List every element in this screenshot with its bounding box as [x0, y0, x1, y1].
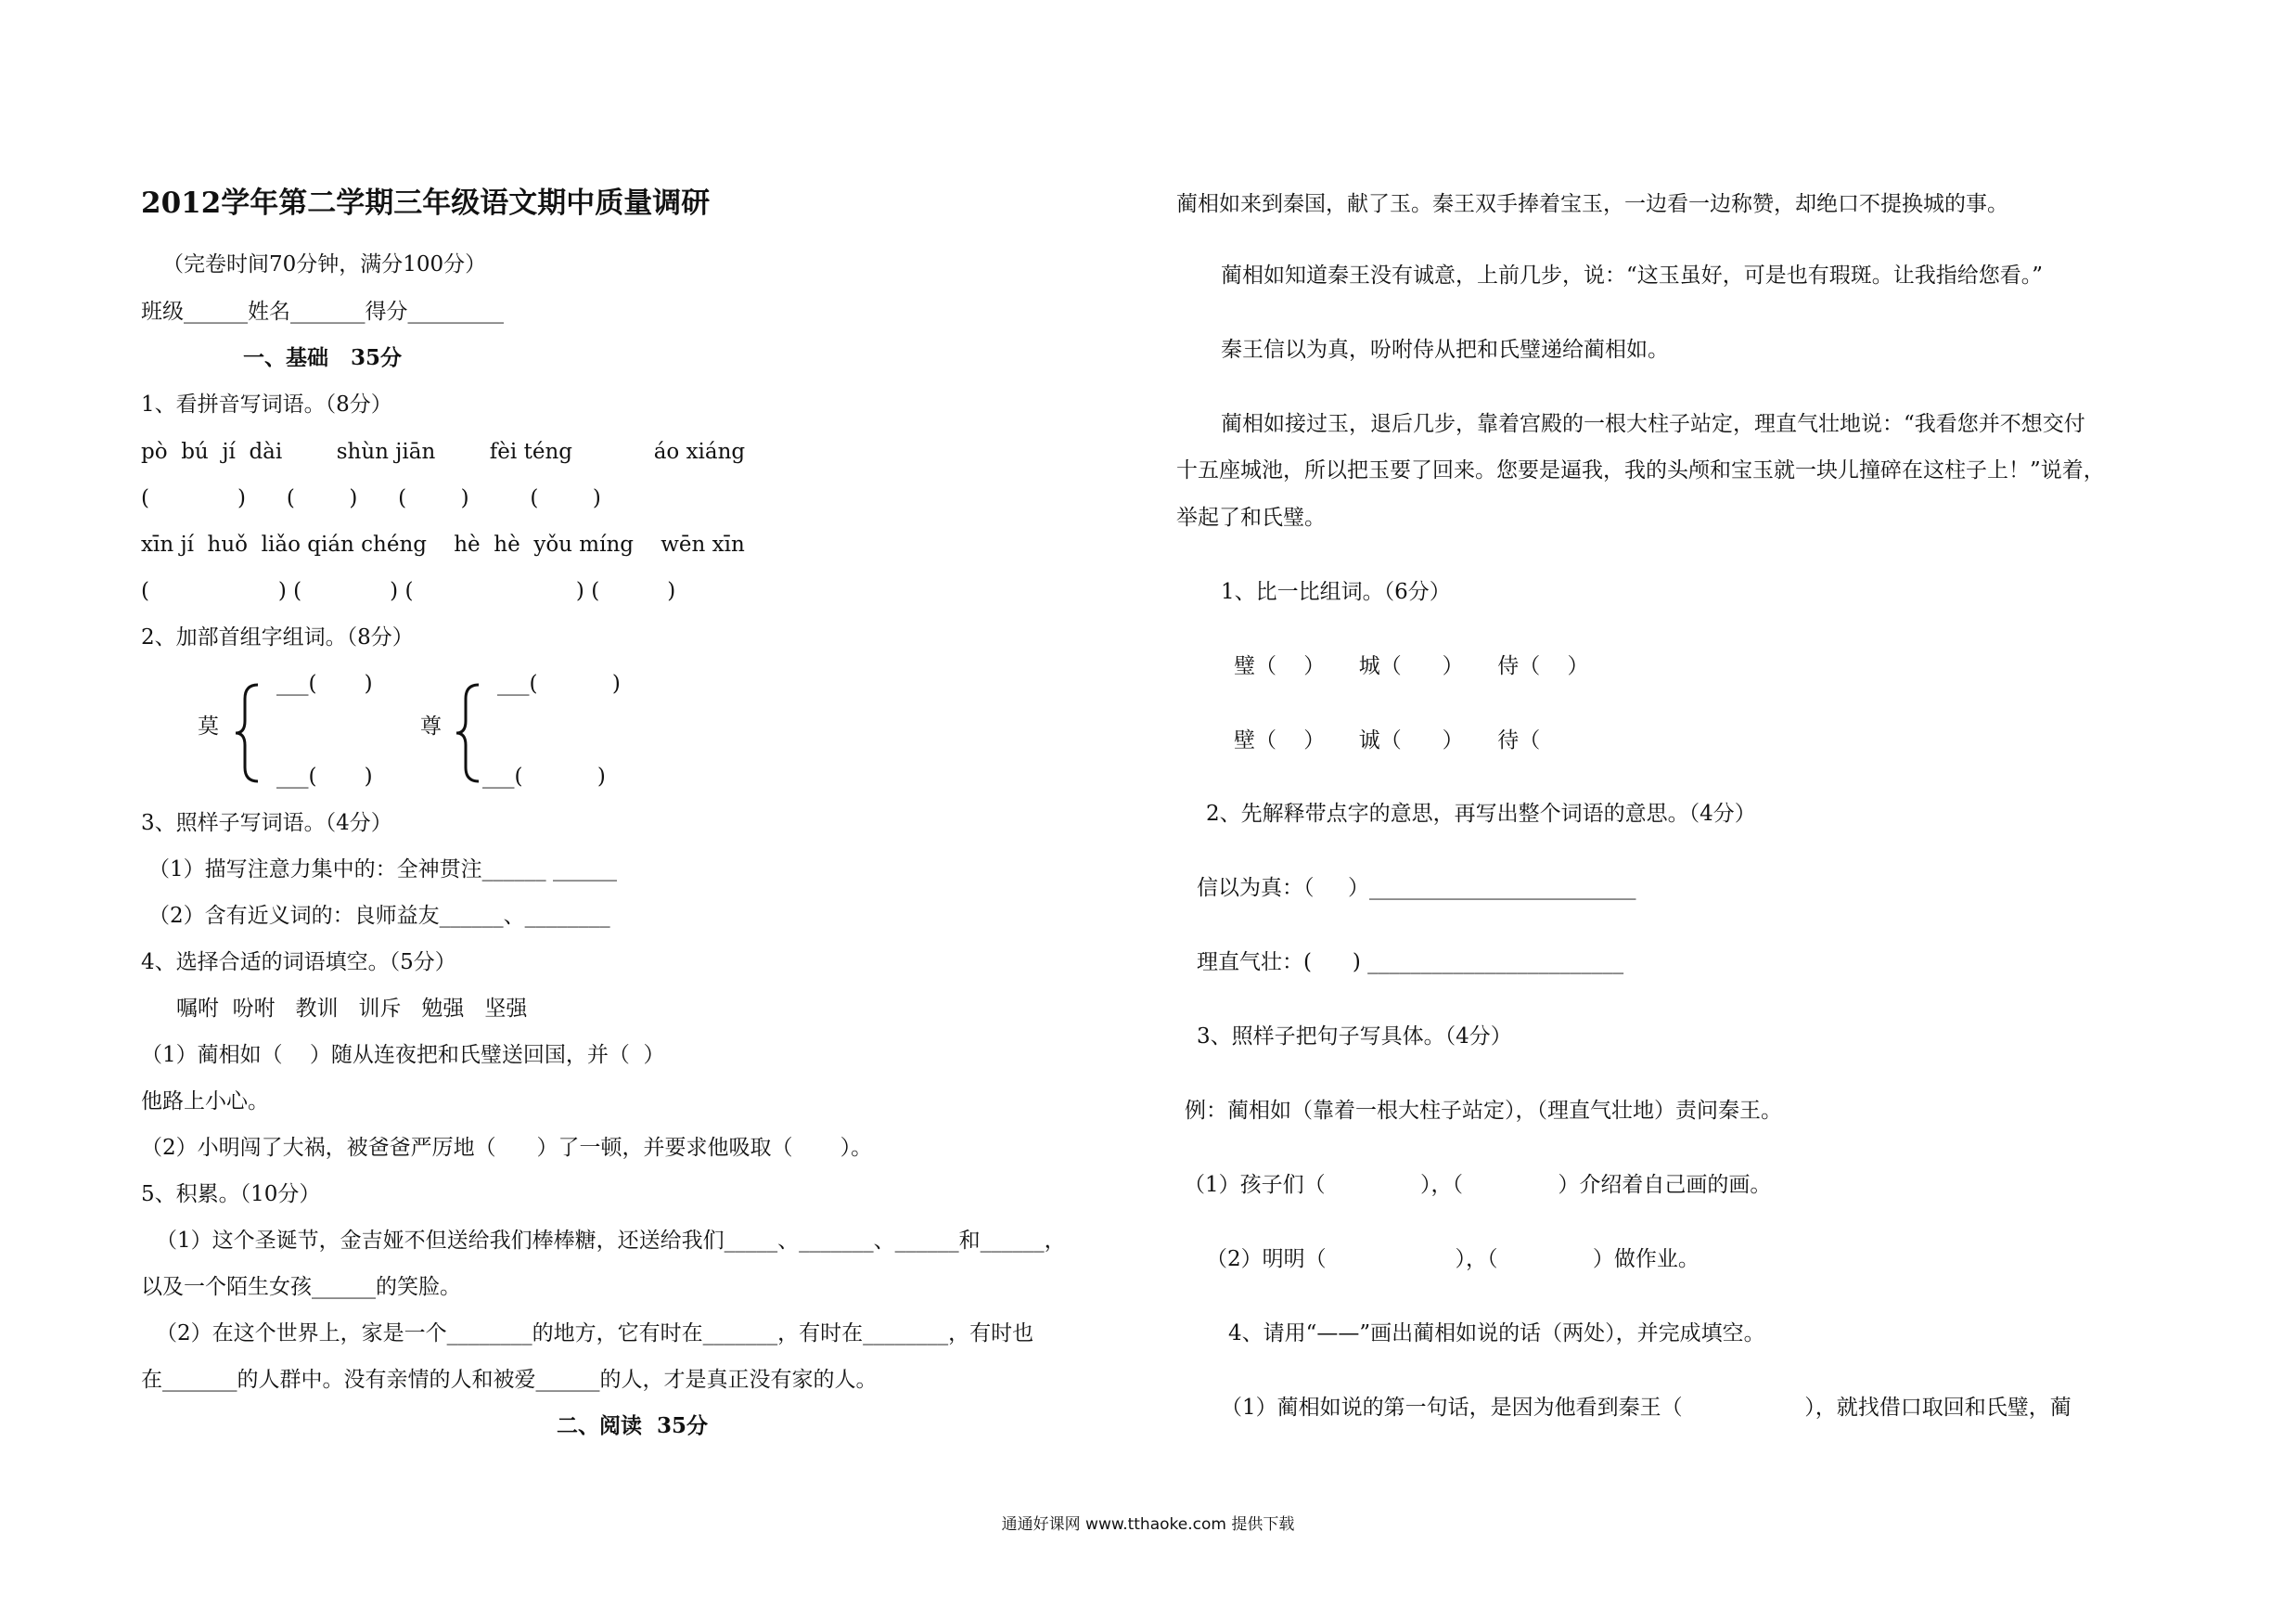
question-2-heading: 2、加部首组字组词。（8分） — [141, 625, 414, 650]
radical-char-1: 莫 — [198, 714, 219, 739]
passage-paragraph-4-line-2: 十五座城池，所以把玉要了回来。您要是逼我，我的头颅和宝玉就一块儿撞碎在这柱子上！”说着， — [1176, 458, 2105, 483]
page-title: 2012学年第二学期三年级语文期中质量调研 — [141, 187, 711, 220]
reading-question-1-heading: 1、比一比组词。（6分） — [1221, 580, 1451, 604]
question-5-item-1-cont[interactable]: 以及一个陌生女孩______的笑脸。 — [141, 1275, 461, 1299]
question-3-item-1[interactable]: （1）描写注意力集中的：全神贯注______ ______ — [148, 857, 617, 882]
question-3-heading: 3、照样子写词语。（4分） — [141, 811, 392, 835]
radical-blank-1a[interactable]: ___( ) — [276, 672, 373, 696]
passage-paragraph-1: 蔺相如来到秦国，献了玉。秦王双手捧着宝玉，一边看一边称赞，却绝口不提换城的事。 — [1176, 192, 2008, 216]
student-info-line[interactable]: 班级______姓名_______得分_________ — [141, 300, 504, 324]
passage-paragraph-4-line-3: 举起了和氏璧。 — [1176, 506, 1326, 530]
answer-blanks-row-2[interactable]: ( ) ( ) ( ) ( ) — [141, 579, 676, 603]
question-5-item-2[interactable]: （2）在这个世界上，家是一个________的地方，它有时在_______，有时在________，有时也 — [156, 1321, 1034, 1345]
reading-question-3-heading: 3、照样子把句子写具体。（4分） — [1197, 1024, 1512, 1049]
question-4-item-1[interactable]: （1）蔺相如（ ）随从连夜把和氏璧送回国，并（ ） — [141, 1043, 665, 1067]
reading-question-3-item-1[interactable]: （1）孩子们（ ），（ ）介绍着自己画的画。 — [1184, 1173, 1772, 1197]
question-5-heading: 5、积累。（10分） — [141, 1182, 321, 1206]
radical-char-2: 尊 — [420, 714, 442, 739]
question-4-item-1-cont: 他路上小心。 — [141, 1089, 269, 1114]
reading-question-4-item-1[interactable]: （1）蔺相如说的第一句话，是因为他看到秦王（ ），就找借口取回和氏璧，蔺 — [1221, 1396, 2072, 1420]
question-4-item-2[interactable]: （2）小明闯了大祸，被爸爸严厉地（ ）了一顿，并要求他吸取（ ）。 — [141, 1136, 873, 1160]
section-heading-basics: 一、基础 35分 — [243, 345, 403, 370]
left-brace-icon — [453, 682, 484, 784]
reading-question-2-item-2[interactable]: 理直气壮：( ) ________________________ — [1197, 950, 1624, 974]
reading-question-4-heading: 4、请用“——”画出蔺相如说的话（两处），并完成填空。 — [1228, 1321, 1765, 1345]
exam-subtitle: （完卷时间70分钟，满分100分） — [162, 252, 487, 277]
word-pair-row-2[interactable]: 壁（ ） 诚（ ） 待（ — [1234, 728, 1541, 753]
footer-credit: 通通好课网 www.tthaoke.com 提供下载 — [1001, 1515, 1295, 1534]
reading-question-3-item-2[interactable]: （2）明明（ ），（ ）做作业。 — [1206, 1247, 1700, 1271]
left-brace-icon — [232, 682, 263, 784]
question-1-heading: 1、看拼音写词语。（8分） — [141, 393, 392, 417]
pinyin-row-1: pò bú jí dài shùn jiān fèi téng áo xiáng — [141, 440, 746, 464]
word-bank: 嘱咐 吩咐 教训 训斥 勉强 坚强 — [176, 997, 528, 1021]
section-heading-reading: 二、阅读 35分 — [557, 1413, 709, 1438]
passage-paragraph-4: 蔺相如接过玉，退后几步，靠着宫殿的一根大柱子站定，理直气壮地说：“我看您并不想交付 — [1221, 412, 2085, 436]
question-4-heading: 4、选择合适的词语填空。（5分） — [141, 950, 456, 974]
passage-paragraph-3: 秦王信以为真，吩咐侍从把和氏璧递给蔺相如。 — [1221, 338, 1669, 362]
question-3-item-2[interactable]: （2）含有近义词的：良师益友______、________ — [148, 904, 610, 928]
question-5-item-1[interactable]: （1）这个圣诞节，金吉娅不但送给我们棒棒糖，还送给我们_____、_______、______和______， — [156, 1229, 1066, 1253]
question-5-item-2-cont[interactable]: 在_______的人群中。没有亲情的人和被爱______的人，才是真正没有家的人。 — [141, 1368, 878, 1392]
reading-question-3-example: 例：蔺相如（靠着一根大柱子站定），（理直气壮地）责问秦王。 — [1185, 1099, 1782, 1123]
answer-blanks-row-1[interactable]: ( ) ( ) ( ) ( ) — [141, 486, 601, 510]
reading-question-2-heading: 2、先解释带点字的意思，再写出整个词语的意思。（4分） — [1206, 802, 1756, 826]
reading-question-2-item-1[interactable]: 信以为真：（ ）_________________________ — [1197, 876, 1636, 900]
pinyin-row-2: xīn jí huǒ liǎo qián chéng hè hè yǒu míng wēn xīn — [141, 533, 745, 557]
word-pair-row-1[interactable]: 璧（ ） 城（ ） 侍（ ） — [1234, 654, 1589, 678]
radical-blank-2a[interactable]: ___( ) — [497, 672, 621, 696]
radical-blank-2b[interactable]: ___( ) — [482, 765, 606, 789]
radical-blank-1b[interactable]: ___( ) — [276, 765, 373, 789]
passage-paragraph-2: 蔺相如知道秦王没有诚意，上前几步，说：“这玉虽好，可是也有瑕斑。让我指给您看。” — [1221, 264, 2044, 288]
